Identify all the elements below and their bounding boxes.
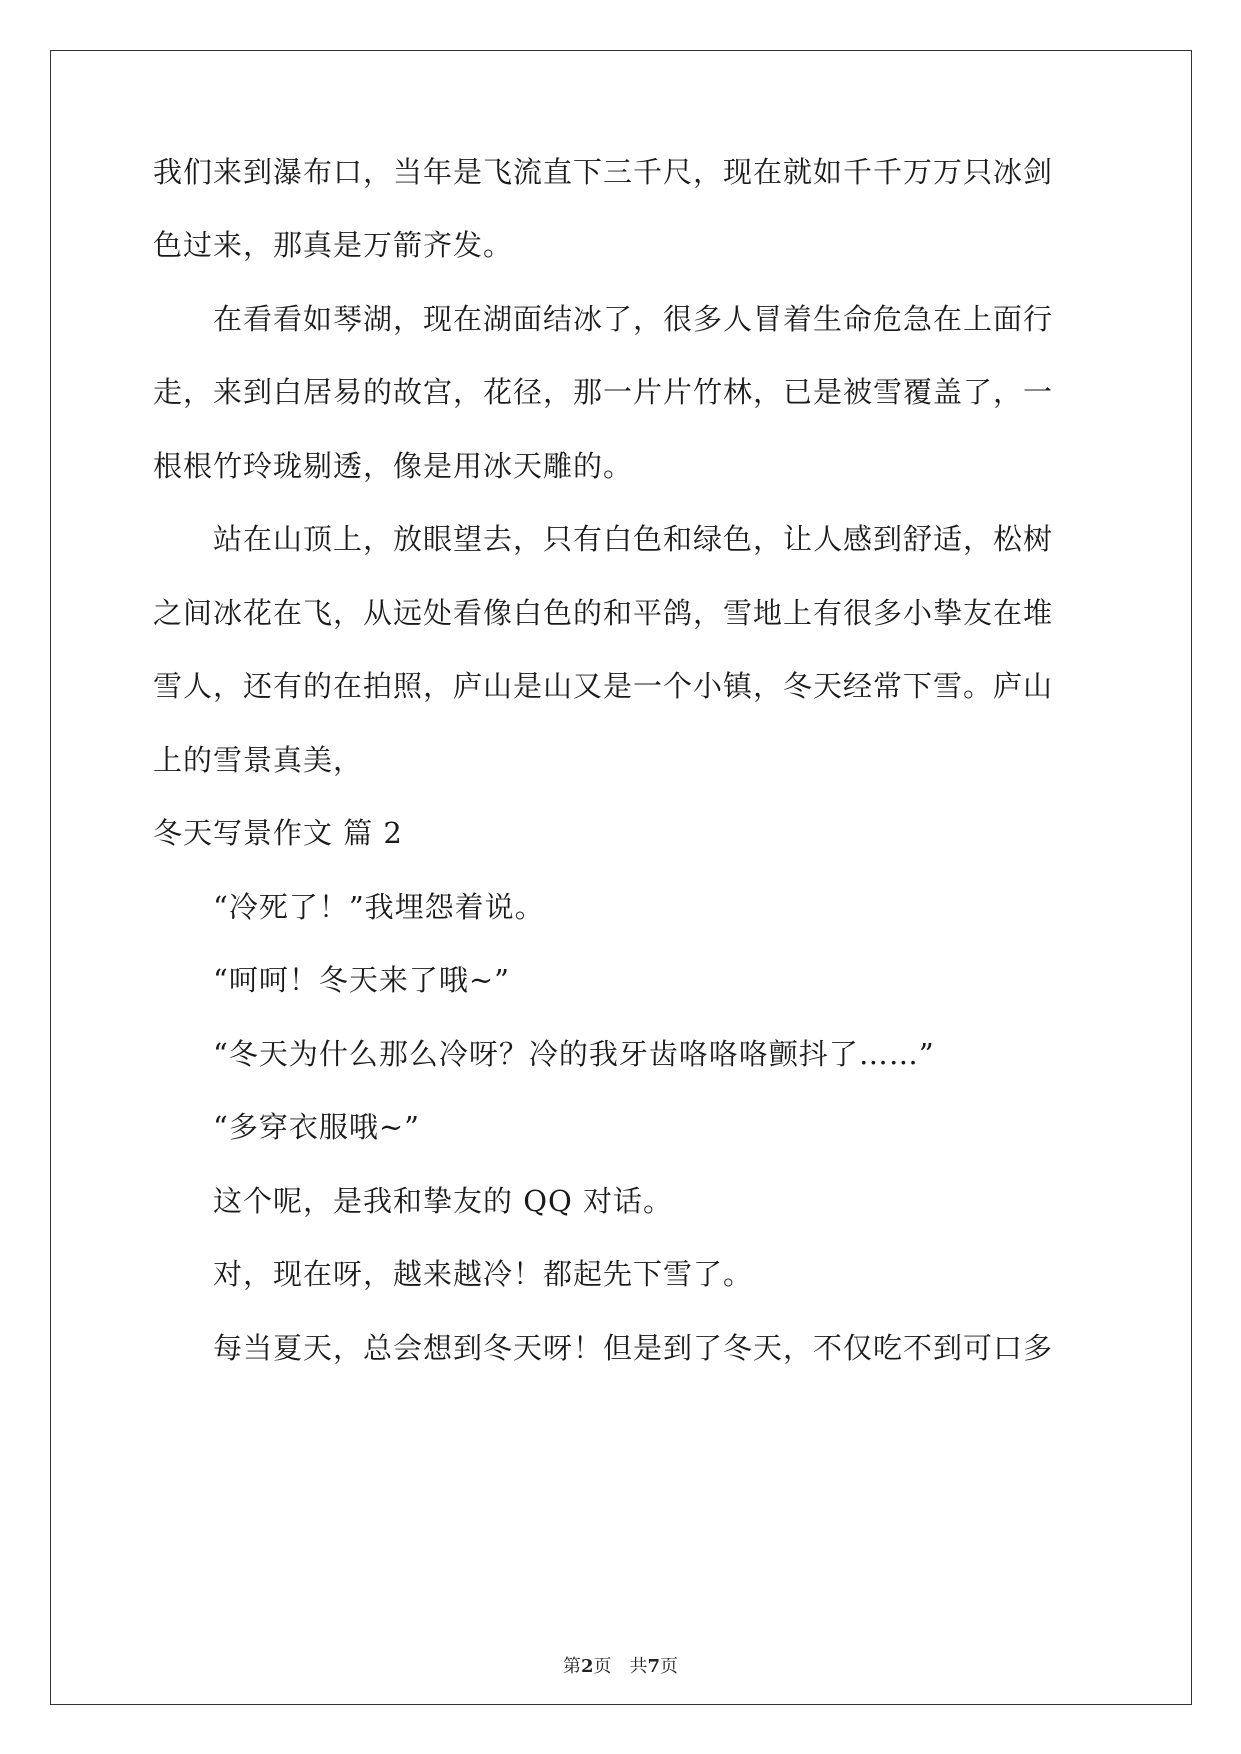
text-line-6: 站在山顶上，放眼望去，只有白色和绿色，让人感到舒适，松树 (213, 522, 1054, 556)
text-line-4: 走，来到白居易的故宫，花径，那一片片竹林，已是被雪覆盖了，一 (153, 375, 1054, 409)
text-line-1: 我们来到瀑布口，当年是飞流直下三千尺，现在就如千千万万只冰剑 (153, 155, 1054, 189)
text-line-5: 根根竹玲珑剔透，像是用冰天雕的。 (153, 449, 634, 483)
text-line-11: “冷死了！”我埋怨着说。 (213, 890, 545, 924)
text-line-3: 在看看如琴湖，现在湖面结冰了，很多人冒着生命危急在上面行 (213, 302, 1054, 336)
footer-prefix: 第 (562, 1656, 581, 1677)
section-heading: 冬天写景作文 篇 2 (153, 816, 403, 850)
text-line-9: 上的雪景真美， (153, 743, 364, 777)
text-line-17: 每当夏天，总会想到冬天呀！但是到了冬天，不仅吃不到可口多 (213, 1331, 1054, 1365)
page-footer (0, 1655, 1241, 1679)
text-line-15: 这个呢，是我和挚友的 QQ 对话。 (213, 1184, 673, 1218)
text-line-12: “呵呵！冬天来了哦~” (213, 963, 510, 997)
footer-total-suffix: 页 (660, 1656, 679, 1677)
footer-total-number: 7 (647, 1656, 661, 1677)
text-line-7: 之间冰花在飞，从远处看像白色的和平鸽，雪地上有很多小挚友在堆 (153, 596, 1054, 630)
text-line-8: 雪人，还有的在拍照，庐山是山又是一个小镇，冬天经常下雪。庐山 (153, 669, 1054, 703)
footer-page-number: 2 (580, 1656, 594, 1677)
text-line-16: 对，现在呀，越来越冷！都起先下雪了。 (213, 1257, 754, 1291)
text-line-2: 色过来，那真是万箭齐发。 (153, 228, 514, 262)
footer-total-prefix: 共 (629, 1656, 648, 1677)
text-line-13: “冬天为什么那么冷呀？冷的我牙齿咯咯咯颤抖了……” (213, 1037, 935, 1071)
text-line-14: “多穿衣服哦~” (213, 1110, 420, 1144)
footer-page-suffix: 页 (593, 1656, 612, 1677)
